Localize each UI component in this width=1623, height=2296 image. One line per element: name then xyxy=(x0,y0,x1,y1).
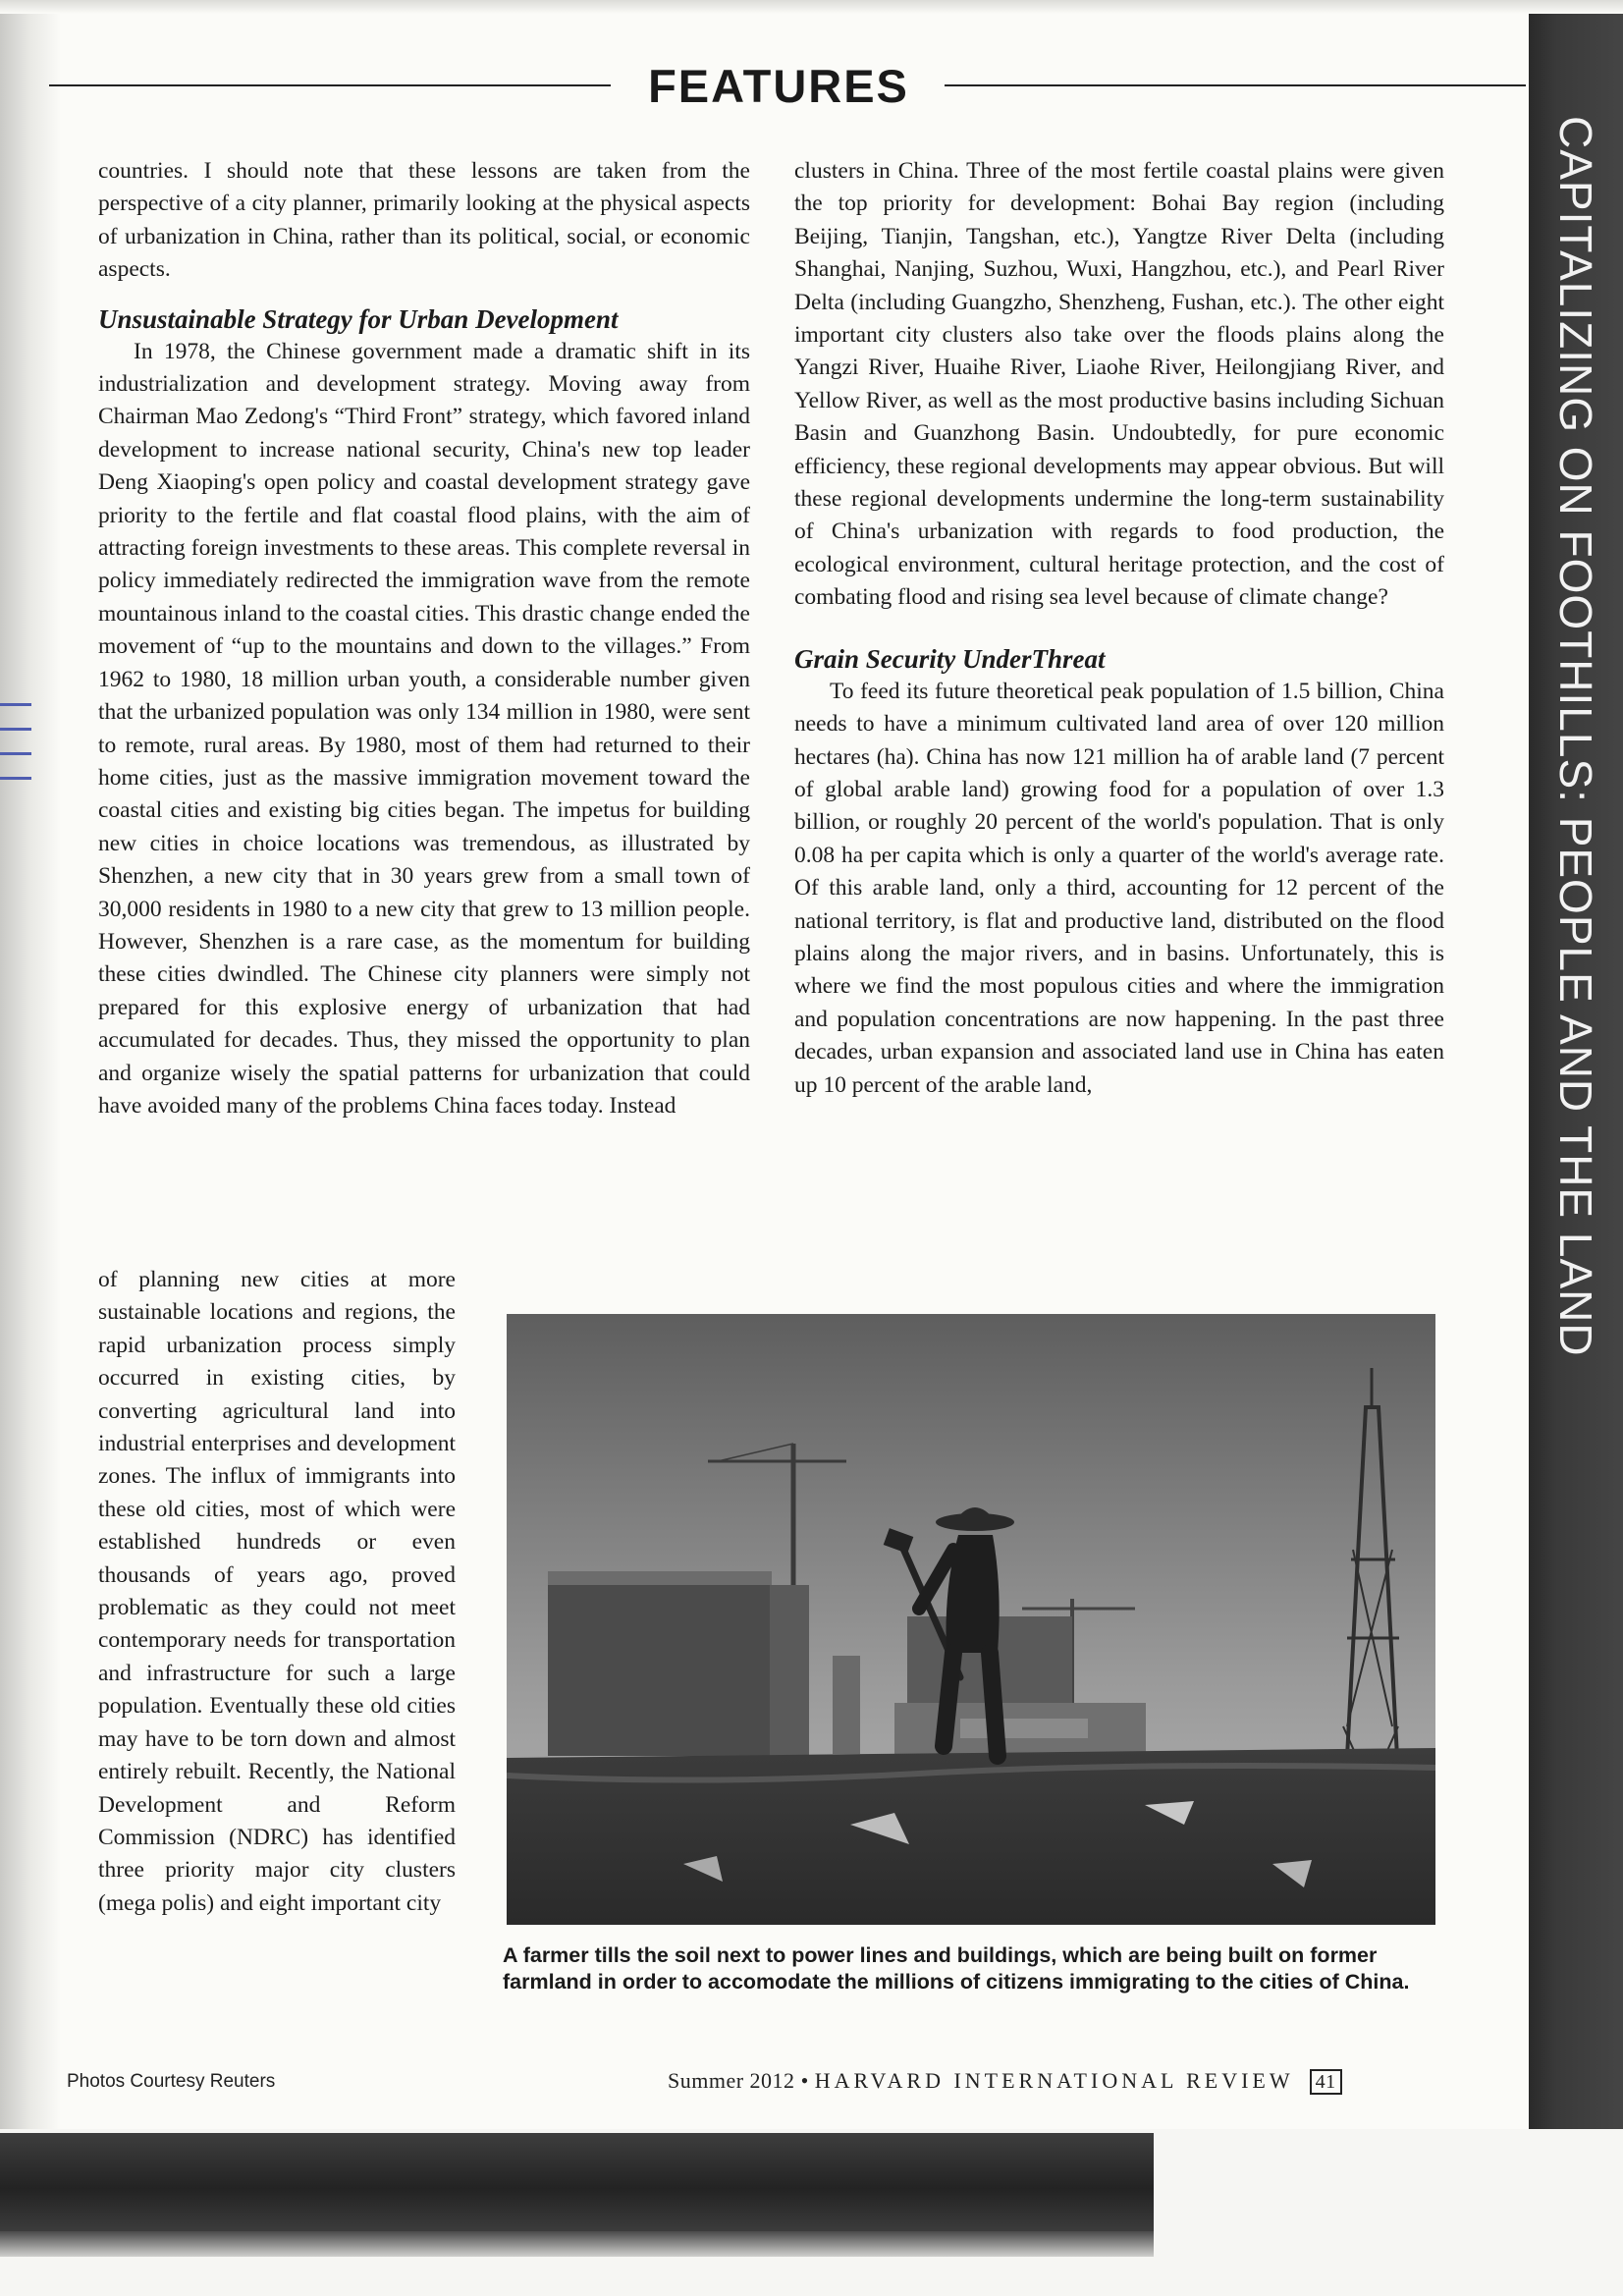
footer-bullet: • xyxy=(800,2068,809,2093)
paragraph-3: To feed its future theoretical peak population of 1.5 billion, China needs to have a minimum cultivated land area of over 120 million hectares (ha). China has now 121 million ha of arable land (7 percent of global arable land) growing food for a population of over 1.3 billion, or roughly 20 percent of the world's population. That is only 0.08 ha per capita which is only a quarter of the world's average rate. Of this arable land, only a third, accounting for 12 percent of the national territory, is flat and productive land, distributed on the flood plains along the major rivers, and in basins. Unfortunately, this is where we find the most populous cities and where the immigration and population concentrations are now happening. In the past three decades, urban expansion and associated land use in China has eaten up 10 percent of the arable land, xyxy=(794,678,1444,1098)
footer-publication-line xyxy=(668,2068,1342,2095)
left-column-lower xyxy=(98,1264,456,1920)
right-column xyxy=(794,155,1444,1102)
paragraph-intro: countries. I should note that these lessons are taken from the perspective of a city planner, primarily looking at the physical aspects of urbanization in China, rather than its political, social, or economic aspects. xyxy=(98,158,750,283)
footer-issue: Summer 2012 xyxy=(668,2068,795,2093)
section-title: FEATURES xyxy=(648,60,909,112)
subheading-unsustainable-strategy: Unsustainable Strategy for Urban Development xyxy=(98,303,619,334)
photo-caption: A farmer tills the soil next to power lines and buildings, which are being built on former farmland in order to accomodate the millions of citizens immigrating to the cities of China. xyxy=(503,1943,1410,1994)
running-title: CAPITALIZING ON FOOTHILLS: PEOPLE AND THE LAND xyxy=(1550,116,1601,1357)
left-column-upper xyxy=(98,155,750,1122)
header-rule-right xyxy=(945,84,1526,86)
farmer-photo-image xyxy=(507,1314,1435,1925)
scan-shadow-top xyxy=(0,0,1623,14)
paragraph-1: In 1978, the Chinese government made a dramatic shift in its industrialization and development strategy. Moving away from Chairman Mao Zedong's “Third Front” strategy, which favored inland development to increase national security, China's new top leader Deng Xiaoping's open policy and coastal development strategy gave priority to the fertile and flat coastal flood plains, with the aim of attracting foreign investments to these areas. This complete reversal in policy immediately redirected the immigration wave from the remote mountainous inland to the coastal cities. This drastic change ended the movement of “up to the mountains and down to the villages.” From 1962 to 1980, 18 million urban youth, a considerable number given that the urbanized population was only 134 million in 1980, were sent to remote, rural areas. By 1980, most of them had returned to their home cities, just as the massive immigration movement toward the coastal cities and existing big cities began. The impetus for building new cities in choice locations was tremendous, as illustrated by Shenzhen, a new city that in 30 years grew from a small town of 30,000 residents in 1980 to a new city that grew to 13 million people. However, Shenzhen is a rare case, as the momentum for building these cities dwindled. The Chinese city planners were simply not prepared for this explosive energy of urbanization that had accumulated for decades. Thus, they missed the opportunity to plan and organize wisely the spatial patterns for urbanization that could have avoided many of the problems China faces today. Instead xyxy=(98,338,750,1119)
scan-shadow-left xyxy=(0,0,61,2296)
paragraph-2: clusters in China. Three of the most fertile coastal plains were given the top priority for development: Bohai Bay region (including Beijing, Tianjin, Tangshan, etc.), Yangtze River Delta (including Shanghai, Nanjing, Suzhou, Wuxi, Hangzhou, etc.), and Pearl River Delta (including Guangzho, Shenzheng, Fushan, etc.). The other eight important city clusters also take over the floods plains along the Yangzi River, Huaihe River, Liaohe River, Heilongjiang River, and Yellow River, as well as the most productive basins including Sichuan Basin and Guanzhong Basin. Undoubtedly, for pure economic efficiency, these regional developments may appear obvious. But will these regional developments undermine the long-term sustainability of China's urbanization with regards to food production, the ecological environment, cultural heritage protection, and the cost of combating flood and rising sea level because of climate change? xyxy=(794,158,1444,611)
subheading-grain-security: Grain Security UnderThreat xyxy=(794,643,1106,674)
footer-publication: HARVARD INTERNATIONAL REVIEW xyxy=(814,2068,1294,2093)
scan-bottom-shadow xyxy=(0,2133,1154,2257)
header-rule-left xyxy=(49,84,611,86)
edge-marks xyxy=(0,703,31,811)
farmer-photo xyxy=(507,1314,1435,1925)
page-number: 41 xyxy=(1310,2069,1342,2095)
paragraph-1-continued: of planning new cities at more sustainable locations and regions, the rapid urbanization process simply occurred in existing cities, by converting agricultural land into industrial enterprises and development zones. The influx of immigrants into these old cities, most of which were established hundreds or even thousands of years ago, proved problematic as they could not meet contemporary needs for transportation and infrastructure for such a large population. Eventually these old cities may have to be torn down and almost entirely rebuilt. Recently, the National Development and Reform Commission (NDRC) has identified three priority major city clusters (mega polis) and eight important city xyxy=(98,1267,456,1916)
photo-credit: Photos Courtesy Reuters xyxy=(67,2071,276,2092)
